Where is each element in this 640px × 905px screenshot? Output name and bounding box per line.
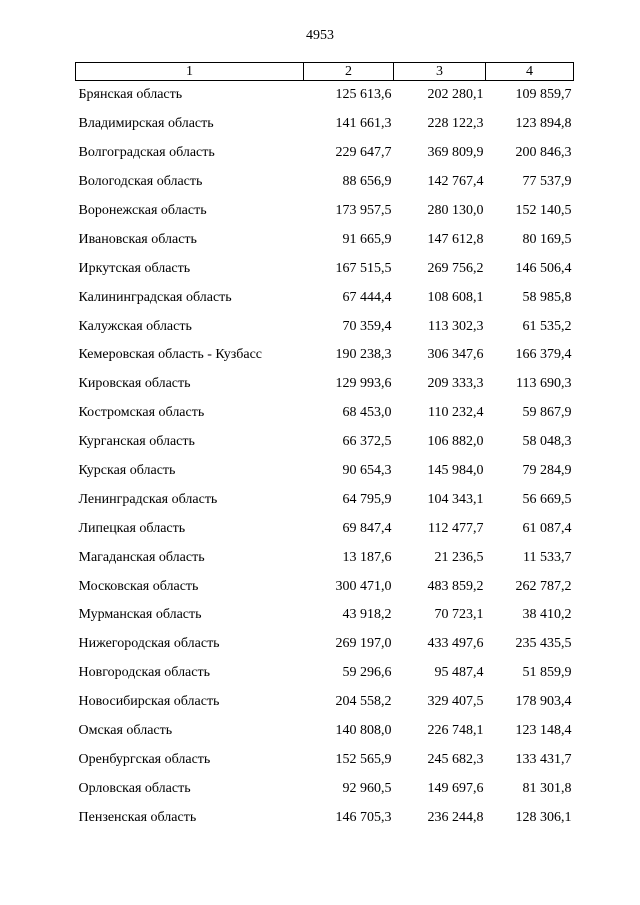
value-cell-col2: 13 187,6 bbox=[342, 549, 392, 565]
table-row bbox=[76, 601, 574, 630]
value-cell-col2: 88 656,9 bbox=[342, 174, 392, 190]
region-name-cell: Ивановская область bbox=[78, 231, 197, 247]
table-row bbox=[76, 659, 574, 688]
region-name-cell: Владимирская область bbox=[78, 116, 214, 132]
table-row bbox=[76, 139, 574, 168]
region-name-cell: Кировская область bbox=[78, 376, 191, 392]
region-table bbox=[75, 62, 574, 832]
region-name-cell: Кемеровская область - Кузбасс bbox=[78, 347, 263, 363]
value-cell-col3: 149 697,6 bbox=[427, 780, 484, 796]
table-row bbox=[76, 774, 574, 803]
value-cell-col2: 229 647,7 bbox=[335, 145, 392, 161]
region-name-cell: Вологодская область bbox=[78, 174, 203, 190]
column-header: 2 bbox=[304, 63, 394, 81]
value-cell-col2: 70 359,4 bbox=[342, 318, 392, 334]
region-name-cell: Омская область bbox=[78, 723, 173, 739]
value-cell-col2: 91 665,9 bbox=[342, 231, 392, 247]
region-name-cell: Нижегородская область bbox=[78, 636, 220, 652]
value-cell-col2: 190 238,3 bbox=[335, 347, 392, 363]
table-body bbox=[76, 81, 574, 833]
value-cell-col4: 235 435,5 bbox=[515, 636, 572, 652]
value-cell-col4: 109 859,7 bbox=[515, 87, 572, 103]
region-name-cell: Брянская область bbox=[78, 87, 183, 103]
column-header: 3 bbox=[394, 63, 486, 81]
value-cell-col3: 95 487,4 bbox=[434, 665, 484, 681]
value-cell-col4: 38 410,2 bbox=[522, 607, 572, 623]
value-cell-col4: 123 894,8 bbox=[515, 116, 572, 132]
value-cell-col2: 204 558,2 bbox=[335, 694, 392, 710]
value-cell-col3: 70 723,1 bbox=[434, 607, 484, 623]
table-row bbox=[76, 485, 574, 514]
value-cell-col3: 369 809,9 bbox=[427, 145, 484, 161]
table-row bbox=[76, 110, 574, 139]
value-cell-col4: 178 903,4 bbox=[515, 694, 572, 710]
table-row bbox=[76, 457, 574, 486]
value-cell-col2: 141 661,3 bbox=[335, 116, 392, 132]
value-cell-col2: 140 808,0 bbox=[335, 723, 392, 739]
page-number: 4953 bbox=[306, 28, 334, 43]
value-cell-col4: 200 846,3 bbox=[515, 145, 572, 161]
value-cell-col4: 61 535,2 bbox=[522, 318, 572, 334]
value-cell-col4: 262 787,2 bbox=[515, 578, 572, 594]
region-name-cell: Орловская область bbox=[78, 780, 191, 796]
value-cell-col3: 147 612,8 bbox=[427, 231, 484, 247]
table-header-row bbox=[76, 63, 574, 81]
value-cell-col2: 68 453,0 bbox=[342, 405, 392, 421]
region-name-cell: Курганская область bbox=[78, 434, 195, 450]
value-cell-col3: 108 608,1 bbox=[427, 289, 484, 305]
value-cell-col2: 59 296,6 bbox=[342, 665, 392, 681]
table-row bbox=[76, 717, 574, 746]
value-cell-col4: 81 301,8 bbox=[522, 780, 572, 796]
value-cell-col4: 128 306,1 bbox=[515, 809, 572, 825]
value-cell-col4: 58 985,8 bbox=[522, 289, 572, 305]
value-cell-col4: 123 148,4 bbox=[515, 723, 572, 739]
value-cell-col2: 269 197,0 bbox=[335, 636, 392, 652]
value-cell-col4: 51 859,9 bbox=[522, 665, 572, 681]
value-cell-col3: 112 477,7 bbox=[428, 520, 484, 536]
table-row bbox=[76, 745, 574, 774]
value-cell-col3: 226 748,1 bbox=[427, 723, 484, 739]
value-cell-col3: 113 302,3 bbox=[428, 318, 484, 334]
table-row bbox=[76, 225, 574, 254]
region-name-cell: Оренбургская область bbox=[78, 751, 211, 767]
value-cell-col2: 125 613,6 bbox=[335, 87, 392, 103]
value-cell-col2: 64 795,9 bbox=[342, 491, 392, 507]
value-cell-col4: 152 140,5 bbox=[515, 203, 572, 218]
value-cell-col3: 142 767,4 bbox=[427, 174, 484, 190]
region-name-cell: Новгородская область bbox=[78, 665, 210, 681]
value-cell-col4: 56 669,5 bbox=[522, 491, 572, 507]
value-cell-col3: 21 236,5 bbox=[434, 549, 484, 565]
region-name-cell: Ленинградская область bbox=[78, 491, 218, 507]
table-row bbox=[76, 254, 574, 283]
value-cell-col4: 61 087,4 bbox=[522, 520, 572, 536]
table-row bbox=[76, 428, 574, 457]
value-cell-col3: 110 232,4 bbox=[428, 405, 484, 421]
region-name-cell: Мурманская область bbox=[78, 607, 202, 623]
table-row bbox=[76, 630, 574, 659]
value-cell-col3: 280 130,0 bbox=[427, 203, 484, 218]
value-cell-col3: 483 859,2 bbox=[427, 578, 484, 594]
table-row bbox=[76, 81, 574, 110]
region-name-cell: Иркутская область bbox=[78, 260, 191, 276]
region-name-cell: Курская область bbox=[78, 463, 176, 479]
value-cell-col2: 67 444,4 bbox=[342, 289, 392, 305]
table-row bbox=[76, 543, 574, 572]
region-name-cell: Костромская область bbox=[78, 405, 205, 421]
value-cell-col3: 329 407,5 bbox=[427, 694, 484, 710]
region-name-cell: Калужская область bbox=[78, 318, 192, 334]
value-cell-col4: 146 506,4 bbox=[515, 260, 572, 276]
region-name-cell: Магаданская область bbox=[78, 549, 205, 565]
value-cell-col2: 90 654,3 bbox=[342, 463, 392, 479]
value-cell-col4: 80 169,5 bbox=[522, 231, 572, 247]
value-cell-col3: 202 280,1 bbox=[427, 87, 484, 103]
region-name-cell: Новосибирская область bbox=[78, 694, 220, 710]
table-row bbox=[76, 803, 574, 832]
column-header: 4 bbox=[486, 63, 574, 81]
table-row bbox=[76, 370, 574, 399]
value-cell-col2: 92 960,5 bbox=[342, 780, 392, 796]
value-cell-col2: 173 957,5 bbox=[335, 203, 392, 218]
table-row bbox=[76, 283, 574, 312]
value-cell-col3: 209 333,3 bbox=[427, 376, 484, 392]
value-cell-col3: 228 122,3 bbox=[427, 116, 484, 132]
value-cell-col3: 104 343,1 bbox=[427, 491, 484, 507]
region-name-cell: Московская область bbox=[78, 578, 199, 594]
value-cell-col3: 306 347,6 bbox=[427, 347, 484, 363]
region-name-cell: Воронежская область bbox=[78, 203, 207, 218]
table-row bbox=[76, 341, 574, 370]
value-cell-col4: 133 431,7 bbox=[515, 751, 572, 767]
table-row bbox=[76, 572, 574, 601]
table-row bbox=[76, 168, 574, 197]
value-cell-col4: 79 284,9 bbox=[522, 463, 572, 479]
value-cell-col4: 77 537,9 bbox=[522, 174, 572, 190]
region-name-cell: Калининградская область bbox=[78, 289, 232, 305]
value-cell-col2: 300 471,0 bbox=[335, 578, 392, 594]
value-cell-col2: 43 918,2 bbox=[342, 607, 392, 623]
column-header: 1 bbox=[76, 63, 304, 81]
region-name-cell: Липецкая область bbox=[78, 520, 186, 536]
value-cell-col4: 58 048,3 bbox=[522, 434, 572, 450]
value-cell-col2: 69 847,4 bbox=[342, 520, 392, 536]
region-name-cell: Пензенская область bbox=[78, 809, 197, 825]
table-row bbox=[76, 514, 574, 543]
value-cell-col3: 145 984,0 bbox=[427, 463, 484, 479]
table-row bbox=[76, 312, 574, 341]
value-cell-col2: 129 993,6 bbox=[335, 376, 392, 392]
value-cell-col2: 146 705,3 bbox=[335, 809, 392, 825]
table-row bbox=[76, 197, 574, 226]
value-cell-col3: 245 682,3 bbox=[427, 751, 484, 767]
region-name-cell: Волгоградская область bbox=[78, 145, 215, 161]
value-cell-col2: 152 565,9 bbox=[335, 751, 392, 767]
value-cell-col3: 236 244,8 bbox=[427, 809, 484, 825]
value-cell-col3: 433 497,6 bbox=[427, 636, 484, 652]
value-cell-col4: 166 379,4 bbox=[515, 347, 572, 363]
value-cell-col3: 106 882,0 bbox=[427, 434, 484, 450]
value-cell-col3: 269 756,2 bbox=[427, 260, 484, 276]
value-cell-col4: 113 690,3 bbox=[516, 376, 572, 392]
value-cell-col4: 11 533,7 bbox=[523, 549, 572, 565]
value-cell-col4: 59 867,9 bbox=[522, 405, 572, 421]
table-row bbox=[76, 688, 574, 717]
table-row bbox=[76, 399, 574, 428]
value-cell-col2: 66 372,5 bbox=[342, 434, 392, 450]
value-cell-col2: 167 515,5 bbox=[335, 260, 392, 276]
